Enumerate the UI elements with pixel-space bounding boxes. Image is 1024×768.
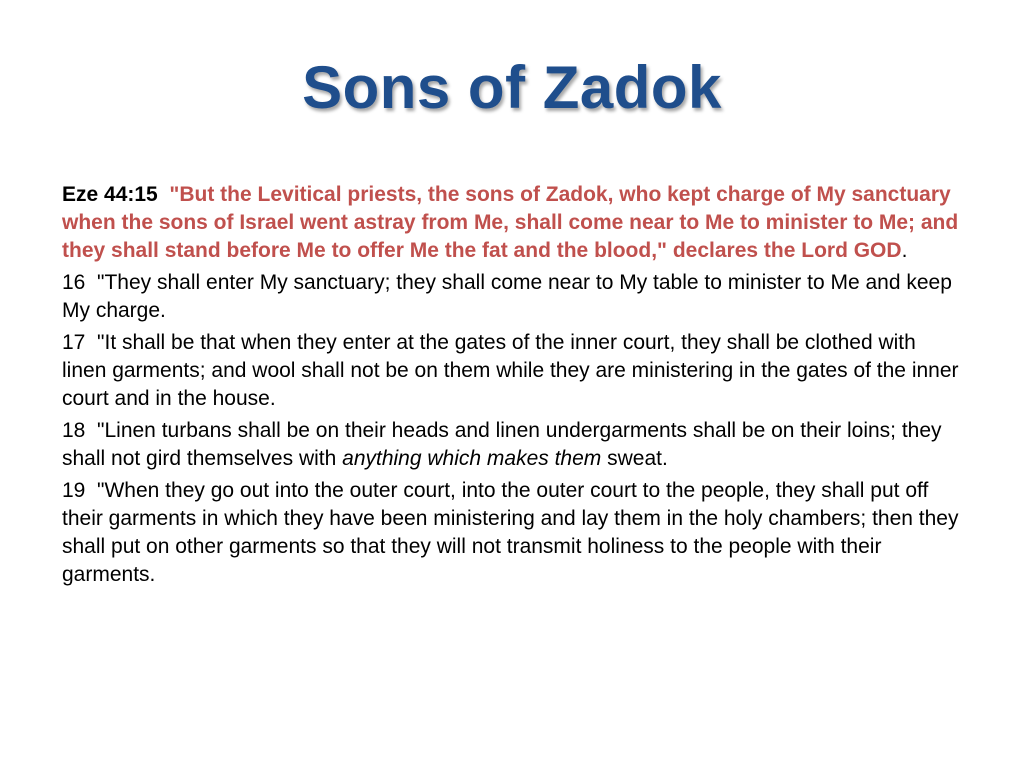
slide-body bbox=[62, 181, 965, 593]
verse-reference: Eze 44:15 bbox=[62, 183, 158, 206]
verse-18 bbox=[62, 417, 962, 473]
verse-17: 17 "It shall be that when they enter at the gates of the inner court, they shall be clothed with linen garments; and wool shall not be on them while they are ministering in the gates of the inner court and in the house. bbox=[62, 331, 965, 410]
verse-18-text-after: sweat. bbox=[601, 447, 668, 470]
verse-reference-spacer bbox=[158, 183, 170, 206]
verse-15-end: . bbox=[901, 239, 908, 262]
verse-15-quote: "But the Levitical priests, the sons of Zadok, who kept charge of My sanctuary when the sons of Israel went astray from Me, shall come near to Me to minister to Me; and they shall stand before Me to offer Me the fat and the blood," declares the Lord GOD bbox=[62, 183, 959, 262]
verse-16: 16 "They shall enter My sanctuary; they shall come near to My table to minister to Me and keep My charge. bbox=[62, 271, 958, 322]
verse-15 bbox=[62, 181, 962, 265]
verse-19: 19 "When they go out into the outer court, into the outer court to the people, they shall put off their garments in which they have been ministering and lay them in the holy chambers; then they shall put on other garments so that they will not transmit holiness to the people with their garments. bbox=[62, 479, 965, 586]
verse-18-italic: anything which makes them bbox=[342, 447, 602, 470]
slide-title: Sons of Zadok bbox=[302, 54, 722, 121]
verse-18-text-before: 18 "Linen turbans shall be on their heads and linen undergarments shall be on their loins; they shall not gird themselves with bbox=[62, 419, 948, 470]
